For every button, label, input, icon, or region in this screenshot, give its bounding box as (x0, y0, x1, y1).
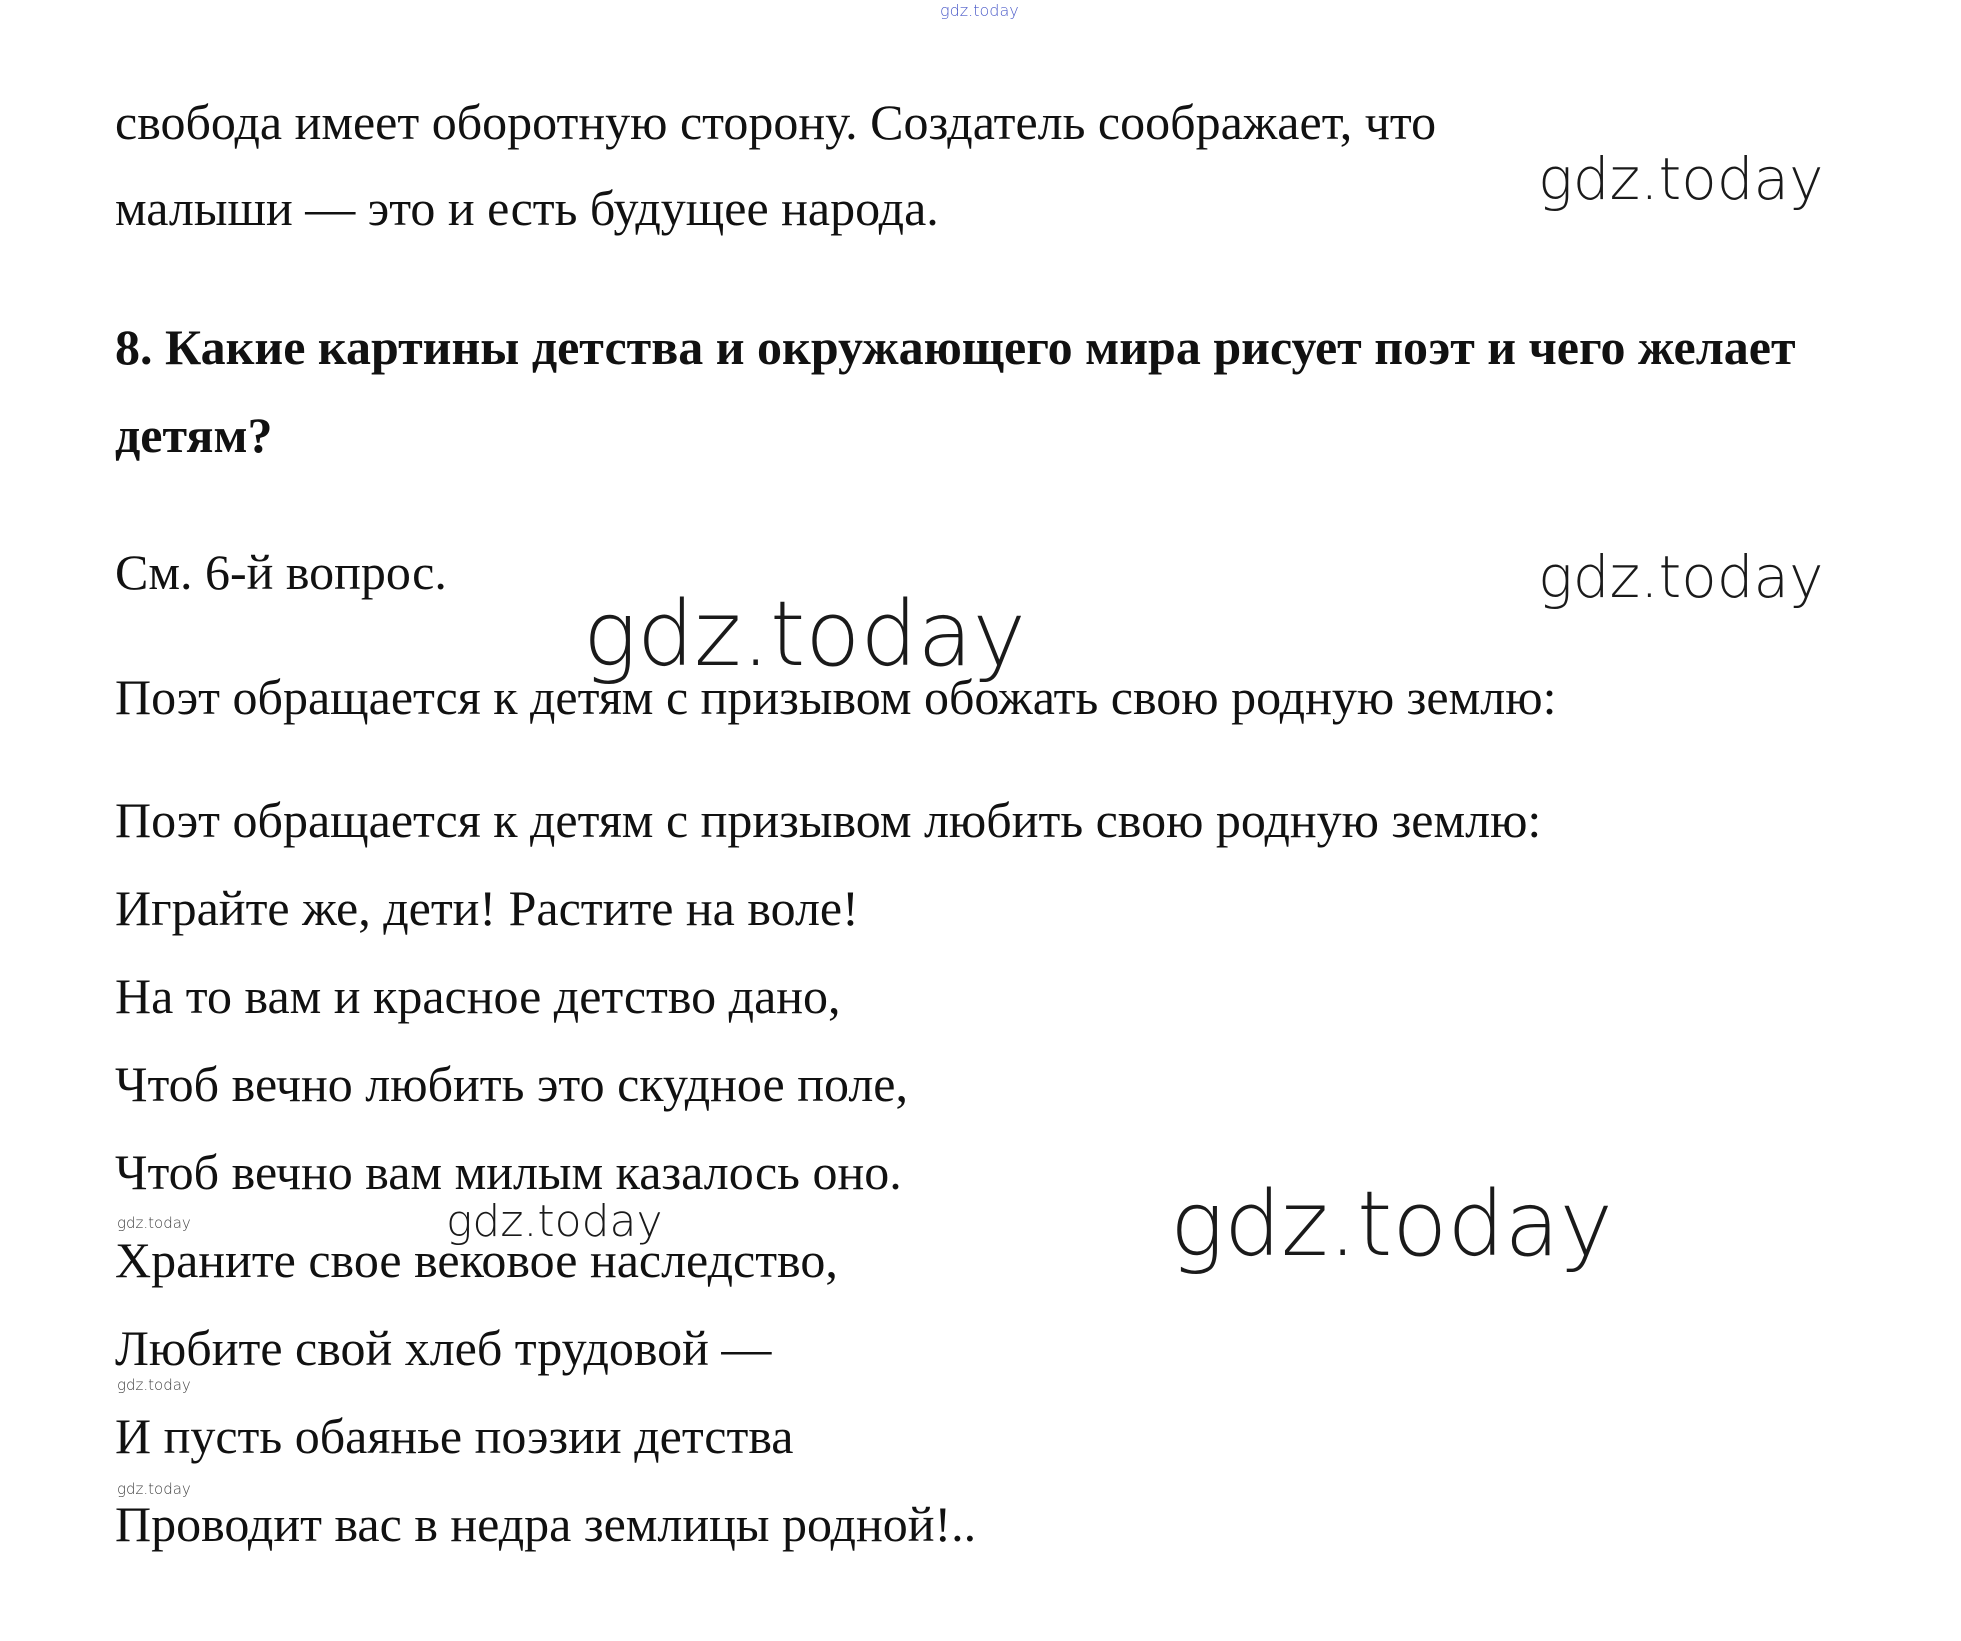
watermark: gdz.today (1538, 145, 1824, 213)
poem-line-6: Любите свой хлеб трудовой — (115, 1320, 772, 1376)
watermark: gdz.today (446, 1196, 663, 1247)
intro-line-2: малыши — это и есть будущее народа. (115, 180, 939, 236)
poem-line-7: И пусть обаянье поэзии детства (115, 1408, 794, 1464)
poem-line-8: Проводит вас в недра землицы родной!.. (115, 1496, 977, 1552)
watermark: gdz.today (583, 582, 1026, 687)
poem-line-3: Чтоб вечно любить это скудное поле, (115, 1056, 908, 1112)
answer-paragraph-2: Поэт обращается к детям с призывом любить свою родную землю: (115, 792, 1542, 848)
watermark: gdz.today (1170, 1172, 1613, 1277)
watermark: gdz.today (117, 1214, 191, 1232)
watermark: gdz.today (117, 1376, 191, 1394)
answer-paragraph-1: Поэт обращается к детям с призывом обожать свою родную землю: (115, 669, 1557, 725)
question-heading: 8. Какие картины детства и окружающего мира рисует поэт и чего желает детям? (115, 319, 1796, 463)
intro-line-1: свобода имеет оборотную сторону. Создатель соображает, что (115, 94, 1437, 150)
watermark: gdz.today (117, 1480, 191, 1498)
poem-line-5: Храните свое вековое наследство, (115, 1232, 838, 1288)
answer-reference: См. 6-й вопрос. (115, 544, 447, 600)
watermark: gdz.today (1538, 543, 1824, 611)
poem-line-1: Играйте же, дети! Растите на воле! (115, 880, 859, 936)
poem-line-2: На то вам и красное детство дано, (115, 968, 841, 1024)
poem-line-4: Чтоб вечно вам милым казалось оно. (115, 1144, 902, 1200)
header-watermark: gdz.today (940, 1, 1019, 20)
